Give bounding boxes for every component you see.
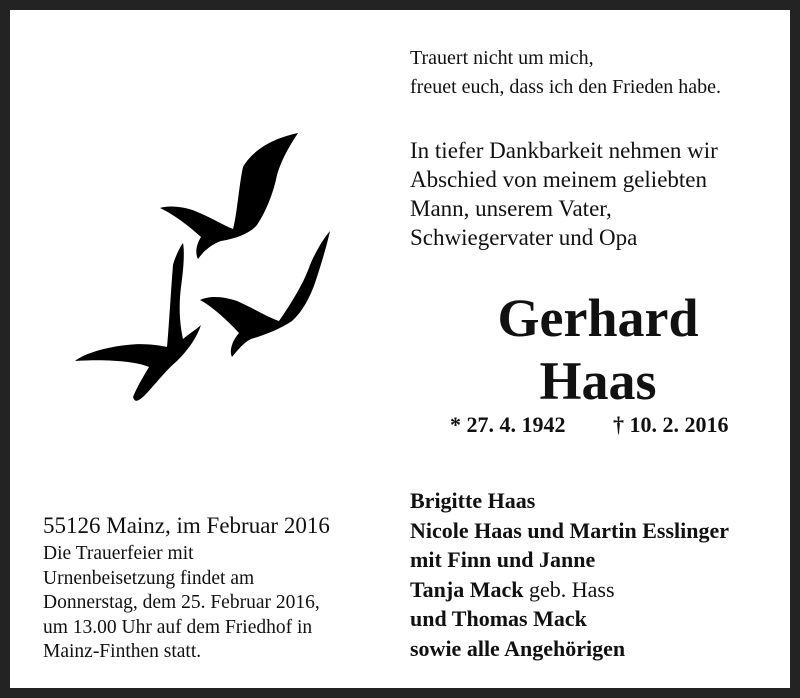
motto-line: freuet euch, dass ich den Frieden habe.	[410, 76, 721, 98]
motto-line: Trauert nicht um mich,	[410, 47, 594, 69]
flying-birds-icon	[65, 125, 350, 410]
deceased-last-name: Haas	[539, 351, 657, 411]
bird-right	[200, 231, 330, 357]
intro-text	[410, 136, 718, 252]
bird-left	[75, 243, 201, 401]
ceremony-line: Donnerstag, dem 25. Februar 2016,	[43, 592, 320, 613]
death-date: † 10. 2. 2016	[613, 412, 729, 437]
mourner-line	[410, 575, 729, 605]
ceremony-line: Die Trauerfeier mit	[43, 543, 194, 564]
mourners-list	[410, 486, 729, 663]
intro-line: Abschied von meinem geliebten	[410, 167, 708, 192]
mourner-line: und Thomas Mack	[410, 606, 587, 631]
intro-line: Schwiegervater und Opa	[410, 225, 638, 250]
deceased-first-name: Gerhard	[497, 288, 699, 348]
mourner-line: Brigitte Haas	[410, 488, 536, 513]
intro-line: Mann, unserem Vater,	[410, 196, 612, 221]
motto-verse	[410, 44, 721, 102]
intro-line: In tiefer Dankbarkeit nehmen wir	[410, 138, 718, 163]
mourner-line: mit Finn und Janne	[410, 547, 596, 572]
mourner-line: Nicole Haas und Martin Esslinger	[410, 517, 730, 543]
mourner-suffix: geb. Hass	[523, 576, 615, 602]
ceremony-info	[43, 542, 320, 665]
mourner-line: sowie alle Angehörigen	[410, 635, 626, 661]
ceremony-line: um 13.00 Uhr auf dem Friedhof in	[43, 616, 313, 638]
bird-top	[160, 133, 298, 259]
birth-date: * 27. 4. 1942	[450, 412, 566, 437]
ceremony-line: Mainz-Finthen statt.	[43, 641, 202, 662]
place-date: 55126 Mainz, im Februar 2016	[43, 513, 330, 538]
ceremony-line: Urnenbeisetzung findet am	[43, 567, 255, 589]
mourner-name: Tanja Mack	[410, 576, 524, 602]
